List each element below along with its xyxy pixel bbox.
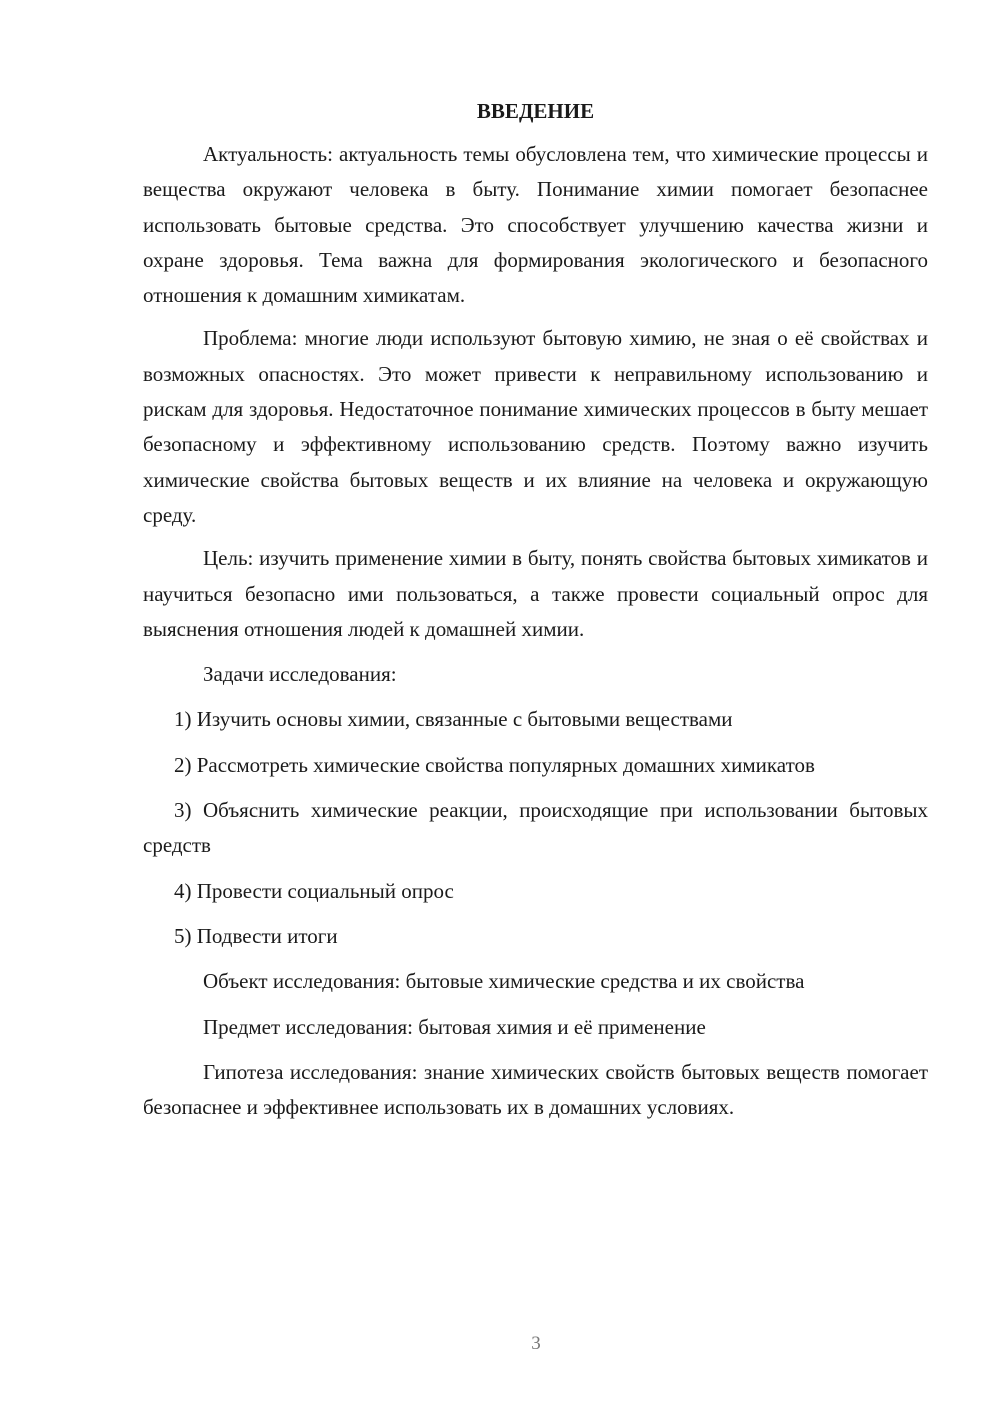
task-item: 2) Рассмотреть химические свойства популярных домашних химикатов (174, 752, 815, 777)
task-item: 5) Подвести итоги (174, 923, 338, 948)
page-number: 3 (531, 1333, 541, 1354)
page-content (143, 94, 928, 1125)
hypothesis-paragraph: Гипотеза исследования: знание химических свойств бытовых веществ помогает безопаснее и эффективнее использовать их в домашних условиях. (143, 1059, 928, 1120)
section-title: ВВЕДЕНИЕ (476, 99, 595, 123)
problem-paragraph: Проблема: многие люди используют бытовую химию, не зная о её свойствах и возможных опасностях. Это может привести к неправильному использованию и рискам для здоровья. Недостаточное понимание химических процессов в быту мешает безопасному и эффективному использованию средств. Поэтому важно изучить химические свойства бытовых веществ и их влияние на человека и окружающую среду. (143, 326, 928, 527)
task-item: 1) Изучить основы химии, связанные с бытовыми веществами (174, 707, 733, 732)
goal-paragraph: Цель: изучить применение химии в быту, понять свойства бытовых химикатов и научиться безопасно ими пользоваться, а также провести социальный опрос для выяснения отношения людей к домашней химии. (143, 546, 928, 641)
tasks-heading: Задачи исследования: (203, 662, 397, 687)
relevance-paragraph: Актуальность: актуальность темы обусловлена тем, что химические процессы и вещества окружают человека в быту. Понимание химии помогает безопаснее использовать бытовые средства. Это способствует улучшению качества жизни и охране здоровья. Тема важна для формирования экологического и безопасного отношения к домашним химикатам. (143, 142, 928, 308)
task-item: 3) Объяснить химические реакции, происходящие при использовании бытовых средств (143, 798, 928, 858)
task-item: 4) Провести социальный опрос (174, 878, 454, 903)
object-paragraph: Объект исследования: бытовые химические средства и их свойства (203, 969, 805, 994)
subject-paragraph: Предмет исследования: бытовая химия и её применение (203, 1014, 706, 1039)
